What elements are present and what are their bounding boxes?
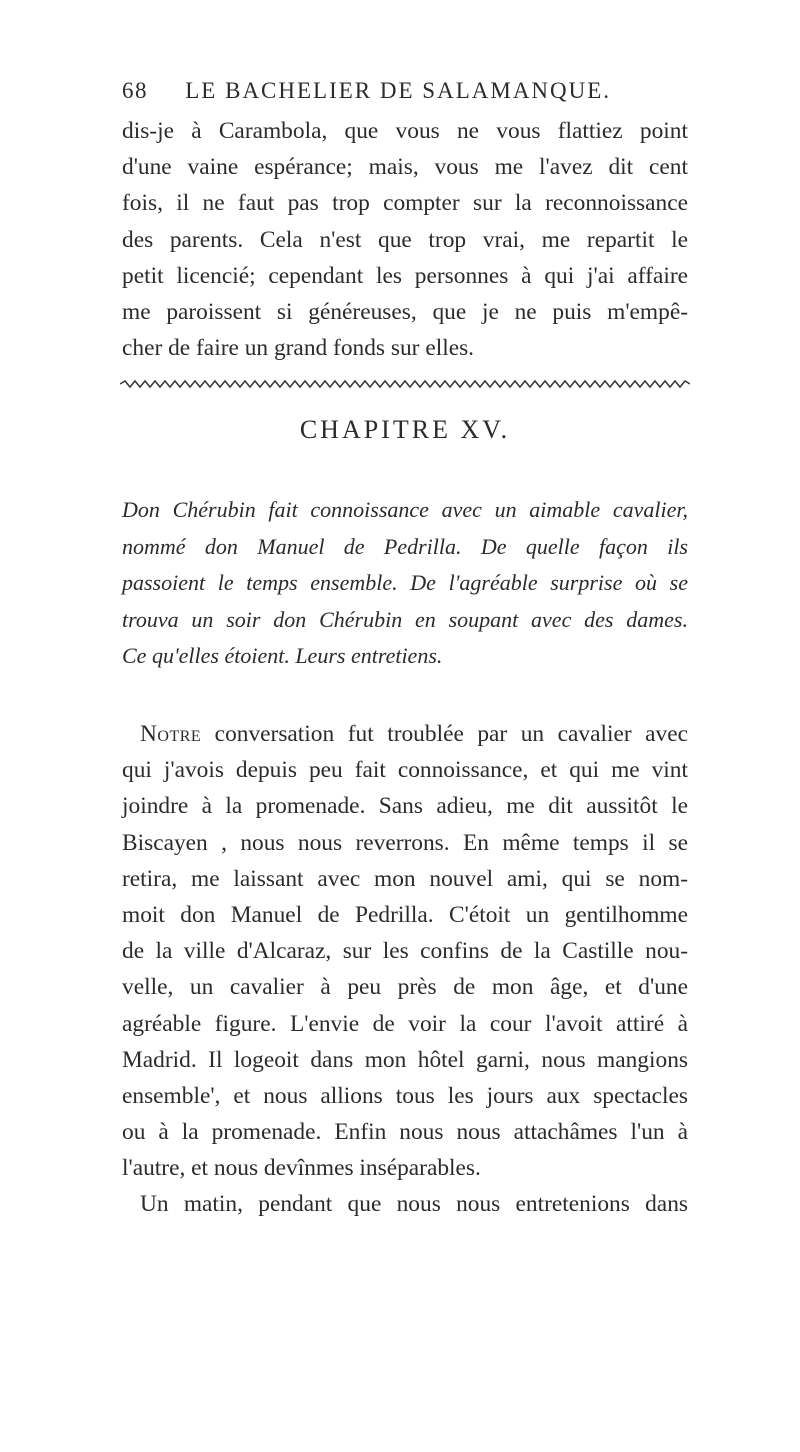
initial-word: Notre (140, 721, 202, 747)
text-line: Un matin, pendant que nous nous entretenions dans (140, 1191, 688, 1218)
paragraph-2 (122, 716, 688, 1223)
text-line: velle, un cavalier à peu près de mon âge, et d'une (122, 974, 688, 1001)
text-line: d'une vaine espérance; mais, vous me l'avez dit cent (122, 154, 688, 181)
text-line: petit licencié; cependant les personnes à qui j'ai affaire (122, 262, 688, 289)
summary-line: trouva un soir don Chérubin en soupant avec des dames. (122, 606, 688, 632)
text-line: ou à la promenade. Enfin nous nous attachâmes l'un à (122, 1119, 688, 1146)
text-line: de la ville d'Alcaraz, sur les confins de la Castille nou- (122, 938, 688, 965)
text-line: Biscayen , nous nous reverrons. En même temps il se (122, 829, 688, 856)
text-line (122, 716, 688, 752)
text-line: des parents. Cela n'est que trop vrai, me repartit le (122, 226, 688, 253)
summary-line: Don Chérubin fait connoissance avec un aimable cavalier, (122, 497, 688, 522)
text-line: moit don Manuel de Pedrilla. C'étoit un gentilhomme (122, 901, 688, 928)
book-title: LE BACHELIER DE SALAMANQUE. (185, 78, 612, 103)
paragraph-1 (122, 113, 688, 366)
first-line-rest: conversation fut troublée par un cavalier avec (201, 721, 688, 747)
text-line: fois, il ne faut pas trop compter sur la reconnoissance (122, 190, 688, 217)
text-line: cher de faire un grand fonds sur elles. (122, 335, 475, 362)
text-line: ensemble', et nous allions tous les jours aux spectacles (122, 1082, 688, 1109)
summary-line: nommé don Manuel de Pedrilla. De quelle façon ils (122, 533, 688, 559)
text-line: agréable figure. L'envie de voir la cour l'avoit attiré à (122, 1010, 688, 1037)
summary-line: passoient le temps ensemble. De l'agréable surprise où se (122, 570, 688, 595)
text-line: l'autre, et nous devînmes inséparables. (122, 1155, 481, 1182)
chapter-title: CHAPITRE XV. (299, 415, 511, 444)
text-line: joindre à la promenade. Sans adieu, me dit aussitôt le (122, 793, 688, 820)
text-line: me paroissent si généreuses, que je ne puis m'empê- (122, 298, 688, 325)
chapter-summary (122, 492, 688, 675)
text-line: dis-je à Carambola, que vous ne vous flattiez point (122, 118, 688, 144)
text-line: retira, me laissant avec mon nouvel ami, qui se nom- (122, 865, 688, 892)
page-number: 68 (122, 78, 148, 103)
decorative-rule (120, 378, 690, 390)
text-line: Madrid. Il logeoit dans mon hôtel garni, nous mangions (122, 1046, 688, 1073)
text-line: qui j'avois depuis peu fait connoissance, et qui me vint (122, 757, 688, 784)
running-head (122, 78, 682, 114)
summary-line: Ce qu'elles étoient. Leurs entretiens. (122, 643, 443, 668)
